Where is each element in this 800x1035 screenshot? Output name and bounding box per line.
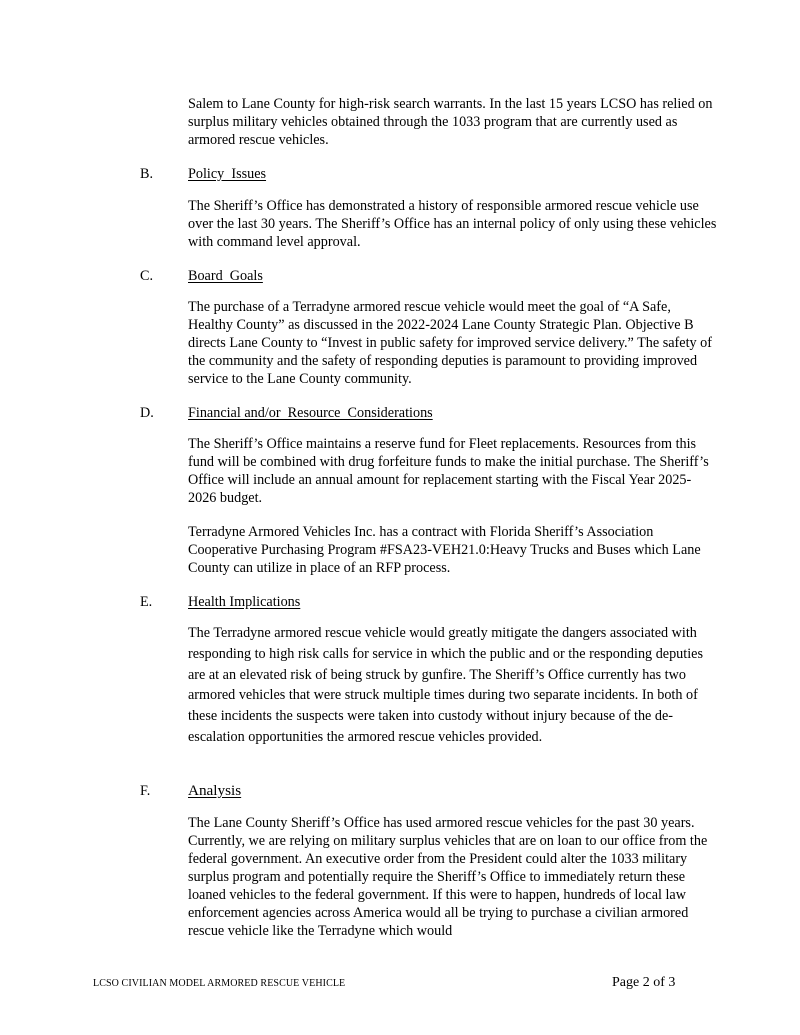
section-b-letter: B. <box>140 166 154 182</box>
section-d-paragraph-1: The Sheriff’s Office maintains a reserve fund for Fleet replacements. Resources from this fund will be combined with drug forfeiture funds to make the initial purchase. The Sheriff’s Office will include an annual amount for replacement starting with the Fiscal Year 2025-2026 budget. <box>188 436 709 506</box>
section-d-paragraph-2: Terradyne Armored Vehicles Inc. has a contract with Florida Sheriff’s Association Cooperative Purchasing Program #FSA23-VEH21.0:Heavy Trucks and Buses which Lane County can utilize in place of an RFP process. <box>188 524 701 576</box>
section-c-heading: Board Goals <box>188 268 263 284</box>
footer-document-title: LCSO CIVILIAN MODEL ARMORED RESCUE VEHICLE <box>93 978 346 989</box>
section-e-heading: Health Implications <box>188 594 301 610</box>
section-b-paragraph: The Sheriff’s Office has demonstrated a history of responsible armored rescue vehicle use over the last 30 years. The Sheriff’s Office has an internal policy of only using these vehicles with command level approval. <box>188 198 717 250</box>
intro-paragraph: Salem to Lane County for high-risk search warrants. In the last 15 years LCSO has relied on surplus military vehicles obtained through the 1033 program that are currently used as armored rescue vehicles. <box>188 96 713 148</box>
section-f-paragraph: The Lane County Sheriff’s Office has used armored rescue vehicles for the past 30 years. Currently, we are relying on military surplus vehicles that are on loan to our office from the federal government. An executive order from the President could alter the 1033 military surplus program and potentially require the Sheriff’s Office to immediately return these loaned vehicles to the federal government. If this were to happen, hundreds of local law enforcement agencies across America would all be trying to purchase a civilian armored rescue vehicle like the Terradyne which would <box>188 815 708 939</box>
section-b-heading: Policy Issues <box>188 166 267 182</box>
section-e-letter: E. <box>140 594 153 610</box>
section-d-heading: Financial and/or Resource Considerations <box>188 405 433 421</box>
section-d-letter: D. <box>140 405 154 421</box>
section-c-letter: C. <box>140 268 154 284</box>
section-f-letter: F. <box>140 783 151 799</box>
section-c-paragraph: The purchase of a Terradyne armored rescue vehicle would meet the goal of “A Safe, Healthy County” as discussed in the 2022-2024 Lane County Strategic Plan. Objective B directs Lane County to “Invest in public safety for improved service delivery.” The safety of the community and the safety of responding deputies is paramount to providing improved service to the Lane County community. <box>188 299 712 387</box>
section-f-heading: Analysis <box>188 782 242 799</box>
footer-page-number: Page 2 of 3 <box>612 975 676 990</box>
section-e-paragraph: The Terradyne armored rescue vehicle would greatly mitigate the dangers associated with responding to high risk calls for service in which the public and or the responding deputies are at an elevated risk of being struck by gunfire. The Sheriff’s Office currently has two armored vehicles that were struck multiple times during two separate incidents. In both of these incidents the suspects were taken into custody without injury because of the de-escalation opportunities the armored rescue vehicles provided. <box>188 625 703 745</box>
